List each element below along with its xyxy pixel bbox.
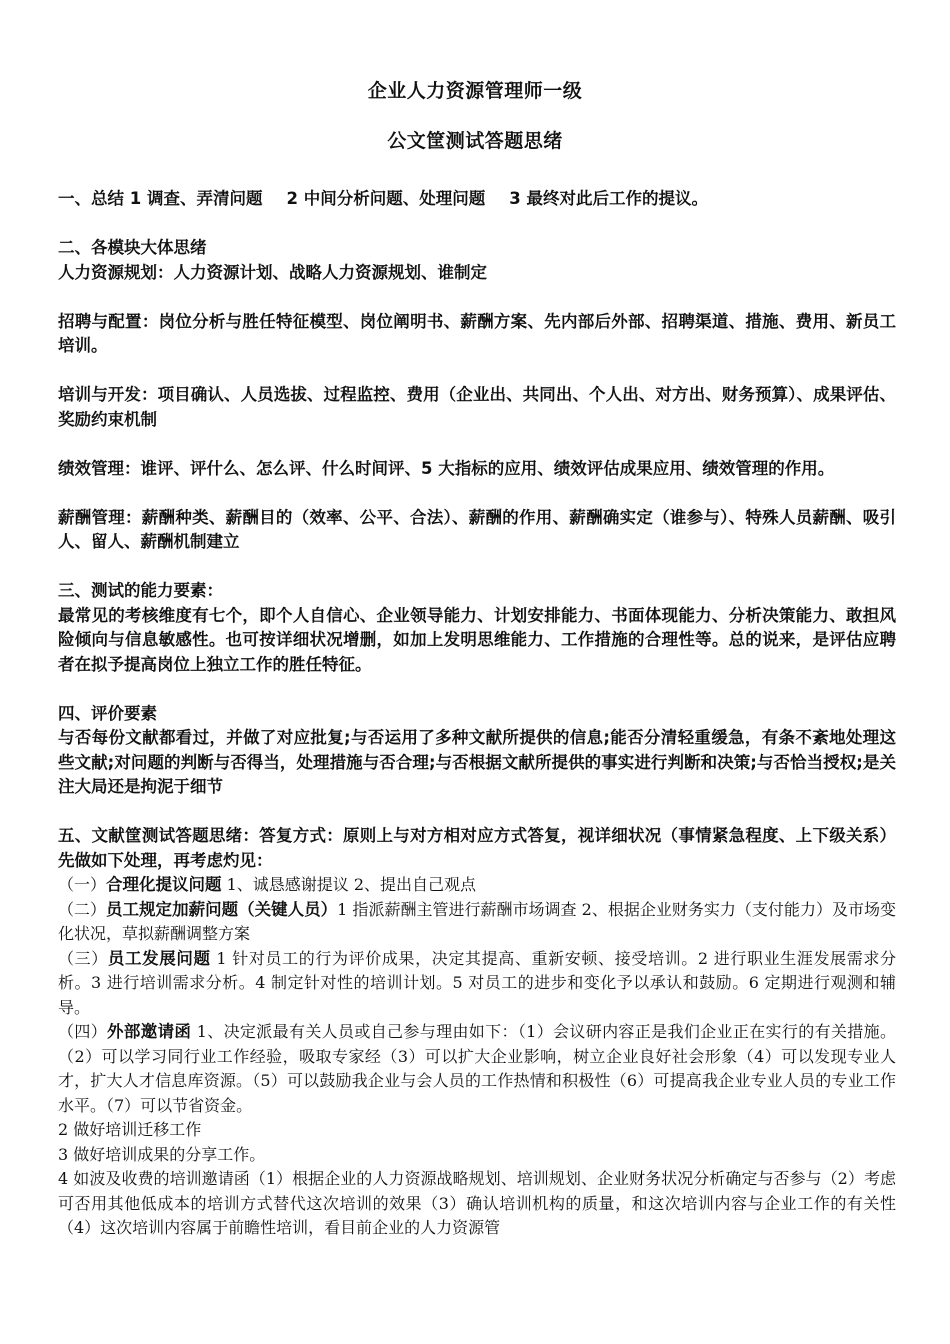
item-1-body: 1、诚恳感谢提议 2、提出自己观点 [221, 875, 477, 894]
module-hr-planning: 人力资源规划：人力资源计划、战略人力资源规划、谁制定 [58, 262, 487, 282]
section-3-body: 最常见的考核维度有七个，即个人自信心、企业领导能力、计划安排能力、书面体现能力、分析决策能力、敢担风险倾向与信息敏感性。也可按详细状况增删，如加上发明思维能力、工作措施的合理性等。总的说来，是评估应聘者在拟予提高岗位上独立工作的胜任特征。 [58, 605, 896, 674]
module-recruitment: 招聘与配置：岗位分析与胜任特征模型、岗位阐明书、薪酬方案、先内部后外部、招聘渠道、措施、费用、新员工培训。 [58, 311, 896, 355]
module-salary: 薪酬管理：薪酬种类、薪酬目的（效率、公平、合法）、薪酬的作用、薪酬确实定（谁参与）、特殊人员薪酬、吸引人、留人、薪酬机制建立 [58, 507, 896, 551]
section-3-heading: 三、测试的能力要素： [58, 581, 223, 600]
section-2-heading: 二、各模块大体思绪 [58, 238, 207, 257]
item-4-line-4: 4 如波及收费的培训邀请函（1）根据企业的人力资源战略规划、培训规划、企业财务状况分析确定与否参与（2）考虑可否用其他低成本的培训方式替代这次培训的效果（3）确认培训机构的质量，和这次培训内容与企业工作的有关性（4）这次培训内容属于前瞻性培训，看目前企业的人力资源管 [58, 1169, 896, 1237]
item-1-title: 合理化提议问题 [106, 875, 222, 894]
item-1 [58, 873, 896, 898]
section-5-heading: 五、文献筐测试答题思绪：答复方式：原则上与对方相对应方式答复，视详细状况（事情紧急程度、上下级关系）先做如下处理，再考虑灼见： [58, 826, 896, 870]
item-1-prefix: （一） [58, 875, 107, 894]
item-4-body: 1、决定派最有关人员或自己参与理由如下：（1）会议研内容正是我们企业正在实行的有关措施。（2）可以学习同行业工作经验，吸取专家经（3）可以扩大企业影响，树立企业良好社会形象（4）可以发现专业人才，扩大人才信息库资源。（5）可以鼓励我企业与会人员的工作热情和积极性（6）可提高我企业专业人员的专业工作水平。（7）可以节省资金。 [58, 1022, 896, 1115]
module-training: 培训与开发：项目确认、人员选拔、过程监控、费用（企业出、共同出、个人出、对方出、财务预算）、成果评估、奖励约束机制 [58, 385, 896, 429]
item-3 [58, 947, 896, 1021]
summary-step-2: 2 中间分析问题、处理问题 [286, 189, 486, 208]
item-4 [58, 1020, 896, 1118]
item-4-line-2: 2 做好培训迁移工作 [58, 1120, 202, 1139]
item-3-title: 员工发展问题 [107, 948, 211, 968]
item-4-title: 外部邀请函 [107, 1022, 192, 1041]
section-4-heading: 四、评价要素 [58, 703, 157, 723]
document-subtitle: 公文筐测试答题思绪 [387, 130, 563, 152]
document-body [58, 187, 896, 1241]
section-1-summary [58, 187, 896, 212]
item-2-title: 员工规定加薪问题（关键人员） [106, 899, 338, 919]
summary-step-3: 3 最终对此后工作的提议。 [509, 189, 708, 208]
item-2-prefix: （二） [58, 899, 107, 919]
section-4-body: 与否每份文献都看过，并做了对应批复;与否运用了多种文献所提供的信息;能否分清轻重缓急，有条不紊地处理这些文献;对问题的判断与否得当，处理措施与否合理;与否根据文献所提供的事实进行判断和决策;与否恰当授权;是关注大局还是拘泥于细节 [58, 728, 896, 796]
item-2-body: 1 指派薪酬主管进行薪酬市场调查 2、根据企业财务实力（支付能力）及市场变化状况，草拟薪酬调整方案 [58, 899, 896, 943]
item-3-body: 1 针对员工的行为评价成果，决定其提高、重新安顿、接受培训。2 进行职业生涯发展需求分析。3 进行培训需求分析。4 制定针对性的培训计划。5 对员工的进步和变化予以承认和鼓励。6 定期进行观测和辅导。 [58, 948, 896, 1017]
item-2 [58, 898, 896, 947]
item-3-prefix: （三） [58, 948, 108, 968]
summary-step-1: 一、总结 1 调查、弄清问题 [58, 189, 263, 208]
item-4-line-3: 3 做好培训成果的分享工作。 [58, 1144, 266, 1164]
document-title: 企业人力资源管理师一级 [367, 80, 583, 102]
module-performance: 绩效管理：谁评、评什么、怎么评、什么时间评、5 大指标的应用、绩效评估成果应用、绩效管理的作用。 [58, 458, 835, 478]
item-4-prefix: （四） [58, 1022, 108, 1041]
